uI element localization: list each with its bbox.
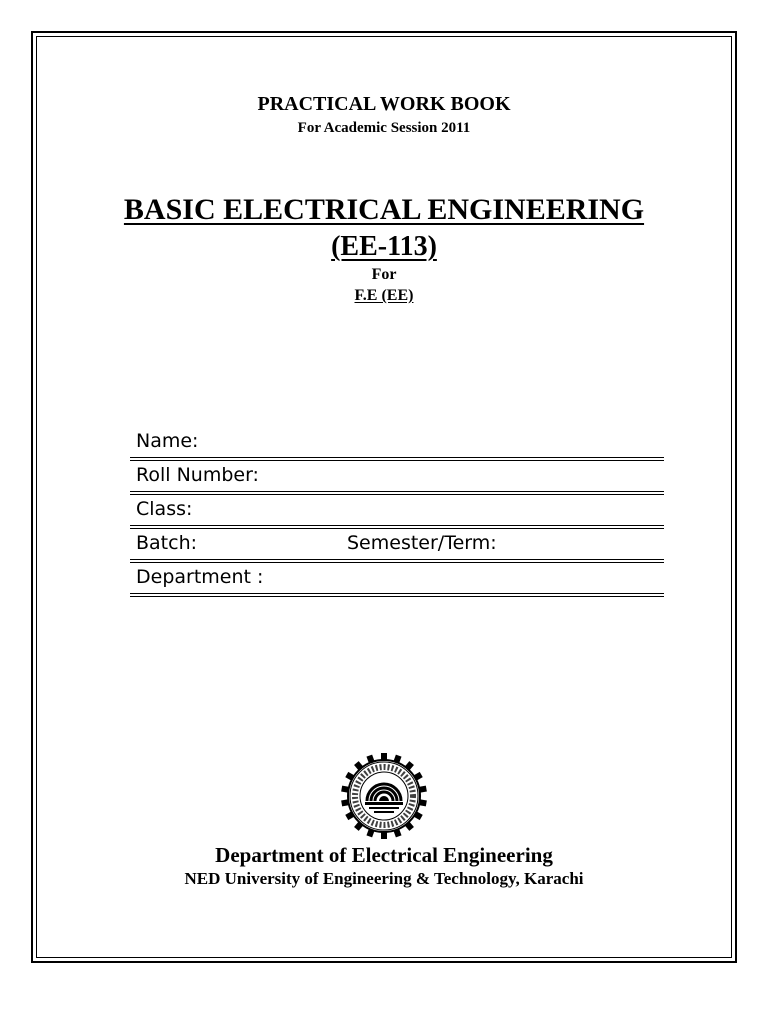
academic-session: For Academic Session 2011 — [297, 120, 471, 136]
department-row — [130, 563, 664, 597]
roll-number-row — [130, 461, 664, 495]
for-label: For — [371, 266, 397, 283]
student-info-form — [130, 427, 664, 597]
course-title: BASIC ELECTRICAL ENGINEERING — [123, 193, 645, 226]
name-row — [130, 427, 664, 461]
name-label: Name: — [136, 430, 199, 452]
workbook-title: PRACTICAL WORK BOOK — [257, 93, 511, 115]
batch-label: Batch: — [136, 532, 198, 554]
semester-term-label: Semester/Term: — [347, 532, 497, 554]
university-seal-icon — [340, 752, 428, 840]
program-name: F.E (EE) — [354, 287, 414, 304]
department-label: Department : — [136, 566, 264, 588]
class-label: Class: — [136, 498, 193, 520]
course-code: (EE-113) — [331, 231, 437, 262]
department-name: Department of Electrical Engineering — [215, 843, 553, 867]
university-name: NED University of Engineering & Technology, Karachi — [184, 869, 584, 888]
roll-number-label: Roll Number: — [136, 464, 259, 486]
batch-row — [130, 529, 664, 563]
class-row — [130, 495, 664, 529]
